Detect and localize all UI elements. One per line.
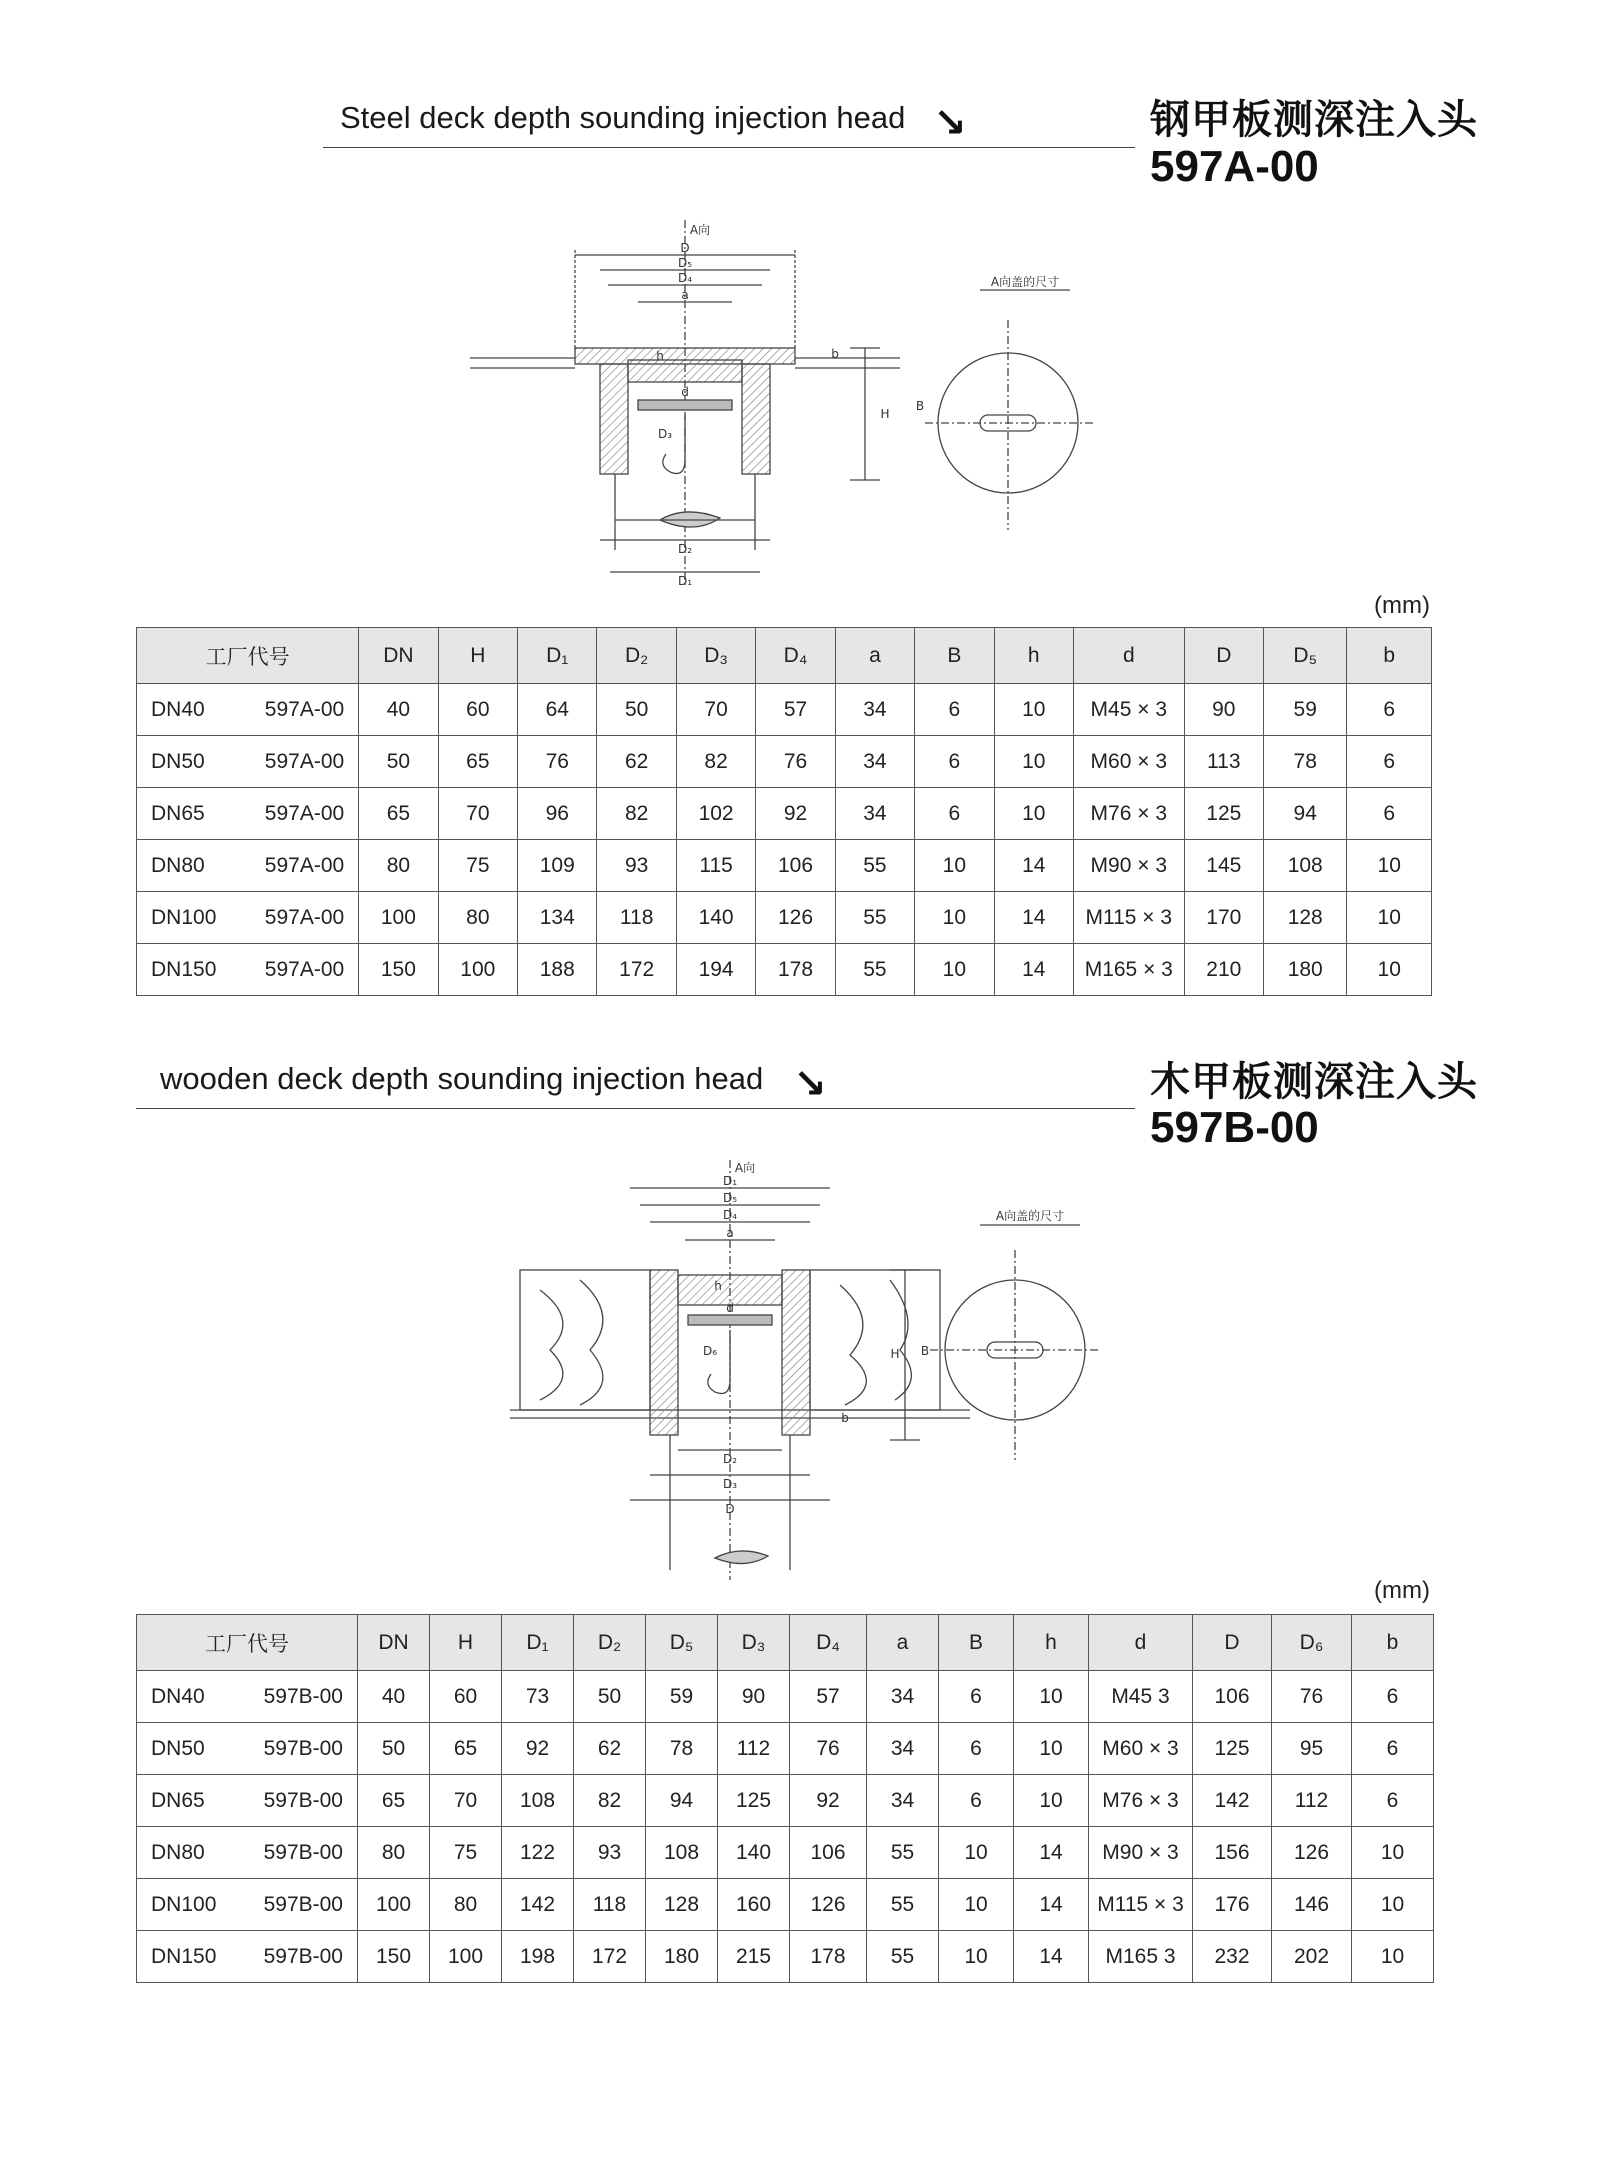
table-cell: 40	[358, 1671, 430, 1723]
dn-label: DN50	[151, 749, 205, 773]
table-cell: 10	[1352, 1931, 1434, 1983]
table-cell: 76	[790, 1723, 867, 1775]
model-code: 597B-00	[263, 1684, 343, 1708]
table-cell: 150	[358, 1931, 430, 1983]
table-row	[137, 944, 1432, 996]
table-cell: 93	[574, 1827, 646, 1879]
table-cell: 106	[756, 840, 835, 892]
table-cell: 6	[915, 788, 994, 840]
table-cell: 34	[835, 684, 914, 736]
column-header: D₁	[502, 1615, 574, 1671]
factory-code-cell	[137, 788, 359, 840]
table-cell: M165 3	[1089, 1931, 1193, 1983]
south-east-arrow-icon: ↘	[793, 1062, 827, 1106]
factory-code-cell	[137, 1723, 358, 1775]
table-cell: M165 × 3	[1073, 944, 1184, 996]
factory-code-cell	[137, 736, 359, 788]
table-cell: 82	[574, 1775, 646, 1827]
dn-label: DN80	[151, 1840, 205, 1864]
table-cell: 14	[994, 944, 1073, 996]
table-cell: 55	[835, 840, 914, 892]
table-cell: 80	[430, 1879, 502, 1931]
svg-text:A向: A向	[734, 1161, 756, 1175]
table-cell: 10	[915, 840, 994, 892]
table-cell: 146	[1272, 1879, 1352, 1931]
svg-text:D₂: D₂	[677, 542, 693, 556]
table-cell: 106	[790, 1827, 867, 1879]
dn-label: DN100	[151, 905, 217, 929]
column-header: D	[1193, 1615, 1272, 1671]
table-cell: 92	[756, 788, 835, 840]
table-cell: M45 × 3	[1073, 684, 1184, 736]
table-cell: 57	[756, 684, 835, 736]
table-cell: 92	[790, 1775, 867, 1827]
svg-text:b: b	[841, 1411, 849, 1425]
table-cell: M60 × 3	[1073, 736, 1184, 788]
factory-code-cell	[137, 840, 359, 892]
model-code: 597A-00	[264, 801, 345, 825]
table-cell: 118	[574, 1879, 646, 1931]
svg-text:D₄: D₄	[722, 1208, 738, 1222]
column-header: D₄	[756, 628, 835, 684]
svg-text:A向: A向	[689, 223, 711, 237]
column-header: D₁	[518, 628, 597, 684]
svg-text:D₆: D₆	[702, 1344, 718, 1358]
svg-text:H: H	[880, 407, 890, 421]
table-cell: M90 × 3	[1089, 1827, 1193, 1879]
table-row	[137, 1931, 1434, 1983]
table-cell: 55	[867, 1827, 939, 1879]
svg-text:H: H	[890, 1347, 900, 1361]
wooden-table-header-row	[137, 1615, 1434, 1671]
steel-table-header-row	[137, 628, 1432, 684]
table-cell: 109	[518, 840, 597, 892]
table-row	[137, 840, 1432, 892]
table-cell: 126	[756, 892, 835, 944]
table-cell: 34	[867, 1671, 939, 1723]
dn-label: DN150	[151, 1944, 217, 1968]
table-row	[137, 736, 1432, 788]
model-code: 597A-00	[264, 749, 345, 773]
table-cell: 6	[1347, 788, 1432, 840]
table-cell: 60	[430, 1671, 502, 1723]
table-cell: 232	[1193, 1931, 1272, 1983]
table-cell: 10	[1347, 944, 1432, 996]
steel-model-number: 597A-00	[1150, 142, 1319, 191]
wooden-table-body	[137, 1671, 1434, 1983]
wooden-section-title: wooden deck depth sounding injection head	[160, 1061, 764, 1096]
table-cell: 198	[502, 1931, 574, 1983]
table-cell: 80	[359, 840, 438, 892]
table-cell: 65	[358, 1775, 430, 1827]
table-row	[137, 684, 1432, 736]
table-cell: 10	[1014, 1671, 1089, 1723]
table-cell: 202	[1272, 1931, 1352, 1983]
table-cell: 96	[518, 788, 597, 840]
model-code: 597A-00	[264, 957, 345, 981]
factory-code-cell	[137, 1775, 358, 1827]
table-cell: 60	[438, 684, 517, 736]
column-header: H	[438, 628, 517, 684]
svg-text:D₃: D₃	[722, 1477, 738, 1491]
table-cell: 92	[502, 1723, 574, 1775]
table-cell: 59	[1264, 684, 1347, 736]
table-cell: 156	[1193, 1827, 1272, 1879]
table-cell: M76 × 3	[1089, 1775, 1193, 1827]
column-header: d	[1073, 628, 1184, 684]
table-cell: 125	[1184, 788, 1263, 840]
table-cell: 82	[676, 736, 755, 788]
table-cell: 82	[597, 788, 676, 840]
table-row	[137, 1827, 1434, 1879]
table-cell: 100	[359, 892, 438, 944]
steel-cn-title: 钢甲板测深注入头	[1150, 97, 1478, 143]
steel-deck-drawing	[460, 210, 1160, 590]
table-cell: 94	[646, 1775, 718, 1827]
column-header: D₄	[790, 1615, 867, 1671]
table-row	[137, 1775, 1434, 1827]
table-cell: 76	[518, 736, 597, 788]
dn-label: DN65	[151, 801, 205, 825]
table-cell: 14	[1014, 1879, 1089, 1931]
table-cell: 93	[597, 840, 676, 892]
column-header: D₅	[1264, 628, 1347, 684]
table-cell: 10	[1014, 1775, 1089, 1827]
table-cell: 80	[438, 892, 517, 944]
table-cell: 55	[867, 1931, 939, 1983]
table-cell: 78	[646, 1723, 718, 1775]
table-row	[137, 1671, 1434, 1723]
svg-text:D₅: D₅	[722, 1191, 738, 1205]
table-cell: 6	[915, 684, 994, 736]
table-cell: 6	[915, 736, 994, 788]
table-cell: 6	[1347, 684, 1432, 736]
table-cell: 142	[1193, 1775, 1272, 1827]
column-header: B	[939, 1615, 1014, 1671]
table-cell: 50	[597, 684, 676, 736]
table-cell: 142	[502, 1879, 574, 1931]
svg-text:D₁: D₁	[677, 574, 693, 588]
table-row	[137, 1879, 1434, 1931]
column-header: D₃	[718, 1615, 790, 1671]
table-cell: 34	[835, 788, 914, 840]
column-header: b	[1347, 628, 1432, 684]
table-cell: 40	[359, 684, 438, 736]
svg-text:D₁: D₁	[722, 1174, 738, 1188]
table-cell: 10	[1347, 840, 1432, 892]
table-cell: 113	[1184, 736, 1263, 788]
table-cell: 6	[1352, 1775, 1434, 1827]
table-cell: 126	[1272, 1827, 1352, 1879]
table-cell: 10	[1014, 1723, 1089, 1775]
table-cell: 80	[358, 1827, 430, 1879]
table-cell: 65	[430, 1723, 502, 1775]
table-cell: 180	[1264, 944, 1347, 996]
factory-code-cell	[137, 1879, 358, 1931]
wooden-spec-table	[136, 1614, 1434, 1983]
table-cell: 178	[756, 944, 835, 996]
table-cell: 90	[1184, 684, 1263, 736]
column-header: a	[835, 628, 914, 684]
table-cell: M115 × 3	[1073, 892, 1184, 944]
table-cell: 128	[646, 1879, 718, 1931]
column-header: DN	[358, 1615, 430, 1671]
table-cell: 115	[676, 840, 755, 892]
column-header: D₂	[597, 628, 676, 684]
table-cell: 50	[359, 736, 438, 788]
svg-text:b: b	[831, 347, 839, 361]
svg-text:D₂: D₂	[722, 1452, 738, 1466]
svg-text:h: h	[714, 1279, 722, 1293]
table-cell: 10	[994, 788, 1073, 840]
table-cell: 64	[518, 684, 597, 736]
table-cell: 78	[1264, 736, 1347, 788]
column-header: h	[994, 628, 1073, 684]
table-cell: M45 3	[1089, 1671, 1193, 1723]
model-code: 597B-00	[263, 1736, 343, 1760]
table-cell: 10	[915, 944, 994, 996]
south-east-arrow-icon: ↘	[933, 101, 967, 145]
dn-label: DN65	[151, 1788, 205, 1812]
column-header: b	[1352, 1615, 1434, 1671]
table-cell: 62	[574, 1723, 646, 1775]
table-cell: 65	[359, 788, 438, 840]
table-cell: 34	[867, 1775, 939, 1827]
svg-text:D: D	[680, 241, 690, 255]
table-cell: M76 × 3	[1073, 788, 1184, 840]
table-cell: 14	[994, 840, 1073, 892]
table-cell: 55	[835, 944, 914, 996]
table-cell: 108	[502, 1775, 574, 1827]
table-cell: 70	[430, 1775, 502, 1827]
table-cell: 95	[1272, 1723, 1352, 1775]
table-cell: M115 × 3	[1089, 1879, 1193, 1931]
model-code: 597A-00	[264, 905, 345, 929]
table-cell: 10	[939, 1879, 1014, 1931]
table-cell: 125	[718, 1775, 790, 1827]
column-header: D₆	[1272, 1615, 1352, 1671]
svg-text:a: a	[726, 1226, 734, 1240]
factory-code-cell	[137, 1671, 358, 1723]
table-cell: 10	[994, 736, 1073, 788]
table-cell: 210	[1184, 944, 1263, 996]
table-cell: 6	[1352, 1723, 1434, 1775]
table-cell: 6	[939, 1723, 1014, 1775]
table-cell: M60 × 3	[1089, 1723, 1193, 1775]
table-cell: 102	[676, 788, 755, 840]
table-row	[137, 892, 1432, 944]
column-header: D₃	[676, 628, 755, 684]
table-cell: 10	[1347, 892, 1432, 944]
model-code: 597A-00	[264, 697, 345, 721]
table-cell: 176	[1193, 1879, 1272, 1931]
table-cell: 14	[994, 892, 1073, 944]
table-cell: 57	[790, 1671, 867, 1723]
table-cell: M90 × 3	[1073, 840, 1184, 892]
svg-text:d: d	[681, 385, 689, 399]
column-header: D₅	[646, 1615, 718, 1671]
table-row	[137, 788, 1432, 840]
table-cell: 150	[359, 944, 438, 996]
table-cell: 188	[518, 944, 597, 996]
table-cell: 215	[718, 1931, 790, 1983]
column-header: a	[867, 1615, 939, 1671]
table-cell: 10	[1352, 1879, 1434, 1931]
dn-label: DN50	[151, 1736, 205, 1760]
factory-code-cell	[137, 892, 359, 944]
column-header: B	[915, 628, 994, 684]
table-cell: 94	[1264, 788, 1347, 840]
factory-code-cell	[137, 684, 359, 736]
factory-code-cell	[137, 1827, 358, 1879]
dn-label: DN150	[151, 957, 217, 981]
svg-text:D₄: D₄	[677, 271, 693, 285]
table-cell: 10	[994, 684, 1073, 736]
svg-text:B: B	[920, 1344, 930, 1358]
table-cell: 10	[939, 1931, 1014, 1983]
table-cell: 112	[1272, 1775, 1352, 1827]
table-cell: 170	[1184, 892, 1263, 944]
wooden-deck-drawing	[500, 1150, 1120, 1590]
table-cell: 178	[790, 1931, 867, 1983]
table-cell: 100	[430, 1931, 502, 1983]
column-header: D	[1184, 628, 1263, 684]
svg-text:A向盖的尺寸: A向盖的尺寸	[990, 275, 1060, 289]
table-cell: 50	[358, 1723, 430, 1775]
table-cell: 112	[718, 1723, 790, 1775]
column-header: 工厂代号	[137, 628, 359, 684]
table-cell: 14	[1014, 1827, 1089, 1879]
svg-text:D₃: D₃	[657, 427, 673, 441]
svg-text:a: a	[681, 288, 689, 302]
table-cell: 62	[597, 736, 676, 788]
dn-label: DN100	[151, 1892, 217, 1916]
table-cell: 160	[718, 1879, 790, 1931]
table-cell: 10	[939, 1827, 1014, 1879]
table-cell: 70	[438, 788, 517, 840]
steel-unit-label: (mm)	[1374, 592, 1430, 619]
model-code: 597A-00	[264, 853, 345, 877]
wooden-model-number: 597B-00	[1150, 1103, 1319, 1152]
dn-label: DN40	[151, 697, 205, 721]
table-cell: 70	[676, 684, 755, 736]
table-cell: 125	[1193, 1723, 1272, 1775]
column-header: DN	[359, 628, 438, 684]
model-code: 597B-00	[263, 1892, 343, 1916]
table-cell: 6	[1352, 1671, 1434, 1723]
model-code: 597B-00	[263, 1944, 343, 1968]
table-cell: 6	[939, 1671, 1014, 1723]
table-cell: 172	[574, 1931, 646, 1983]
table-cell: 65	[438, 736, 517, 788]
table-cell: 6	[1347, 736, 1432, 788]
table-cell: 134	[518, 892, 597, 944]
table-cell: 140	[676, 892, 755, 944]
table-cell: 55	[835, 892, 914, 944]
table-cell: 106	[1193, 1671, 1272, 1723]
steel-table-body	[137, 684, 1432, 996]
factory-code-cell	[137, 1931, 358, 1983]
table-cell: 75	[438, 840, 517, 892]
steel-section-title: Steel deck depth sounding injection head	[340, 100, 906, 135]
model-code: 597B-00	[263, 1840, 343, 1864]
table-cell: 100	[438, 944, 517, 996]
svg-text:h: h	[656, 349, 664, 363]
table-cell: 50	[574, 1671, 646, 1723]
column-header: 工厂代号	[137, 1615, 358, 1671]
column-header: H	[430, 1615, 502, 1671]
steel-spec-table	[136, 627, 1432, 996]
table-cell: 145	[1184, 840, 1263, 892]
table-cell: 6	[939, 1775, 1014, 1827]
table-cell: 76	[756, 736, 835, 788]
table-cell: 126	[790, 1879, 867, 1931]
table-cell: 10	[915, 892, 994, 944]
svg-text:A向盖的尺寸: A向盖的尺寸	[995, 1209, 1065, 1223]
svg-text:D₅: D₅	[677, 256, 693, 270]
dn-label: DN80	[151, 853, 205, 877]
table-cell: 34	[835, 736, 914, 788]
column-header: D₂	[574, 1615, 646, 1671]
table-cell: 55	[867, 1879, 939, 1931]
table-cell: 108	[1264, 840, 1347, 892]
table-cell: 34	[867, 1723, 939, 1775]
wooden-cn-title: 木甲板测深注入头	[1150, 1059, 1478, 1105]
table-cell: 122	[502, 1827, 574, 1879]
table-cell: 180	[646, 1931, 718, 1983]
steel-title-rule	[323, 147, 1135, 148]
table-cell: 59	[646, 1671, 718, 1723]
svg-text:D: D	[725, 1502, 735, 1516]
column-header: d	[1089, 1615, 1193, 1671]
table-row	[137, 1723, 1434, 1775]
table-cell: 73	[502, 1671, 574, 1723]
table-cell: 194	[676, 944, 755, 996]
dn-label: DN40	[151, 1684, 205, 1708]
table-cell: 100	[358, 1879, 430, 1931]
column-header: h	[1014, 1615, 1089, 1671]
svg-text:d: d	[726, 1301, 734, 1315]
svg-text:B: B	[915, 399, 925, 413]
table-cell: 118	[597, 892, 676, 944]
table-cell: 172	[597, 944, 676, 996]
model-code: 597B-00	[263, 1788, 343, 1812]
table-cell: 14	[1014, 1931, 1089, 1983]
wooden-unit-label: (mm)	[1374, 1577, 1430, 1604]
table-cell: 108	[646, 1827, 718, 1879]
table-cell: 90	[718, 1671, 790, 1723]
factory-code-cell	[137, 944, 359, 996]
table-cell: 10	[1352, 1827, 1434, 1879]
wooden-title-rule	[136, 1108, 1135, 1109]
table-cell: 140	[718, 1827, 790, 1879]
table-cell: 75	[430, 1827, 502, 1879]
table-cell: 128	[1264, 892, 1347, 944]
table-cell: 76	[1272, 1671, 1352, 1723]
